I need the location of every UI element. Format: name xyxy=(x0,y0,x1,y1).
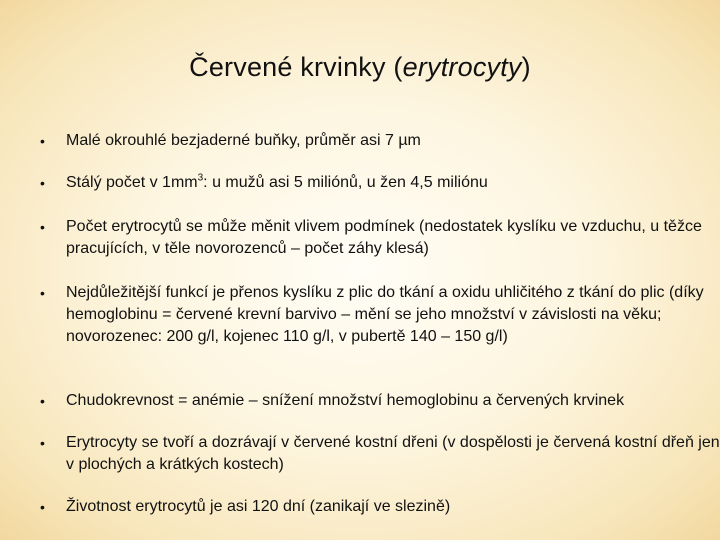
bullet-text-pre: Stálý počet v 1mm xyxy=(66,174,198,191)
bullet-item-7 xyxy=(38,496,720,518)
bullet-item-6 xyxy=(38,432,720,476)
bullet-dot: • xyxy=(40,175,45,191)
slide-title xyxy=(0,52,720,83)
bullet-text: Chudokrevnost = anémie – snížení množství hemoglobinu a červených krvinek xyxy=(66,392,625,409)
bullet-text: Erytrocyty se tvoří a dozrávají v červené kostní dřeni (v dospělosti je červená kostní dřeň jen v plochých a krátkých kostech) xyxy=(66,434,720,473)
bullet-text: Nejdůležitější funkcí je přenos kyslíku z plic do tkání a oxidu uhličitého z tkání do plic (díky hemoglobinu = červené krevní barvivo – mění se jeho množství v závislosti na věku; novorozenec: 200 g/l, kojenec 110 g/l, v pubertě 140 – 150 g/l) xyxy=(66,284,704,345)
bullet-item-2 xyxy=(38,172,488,194)
bullet-dot: • xyxy=(40,499,45,515)
bullet-text: Počet erytrocytů se může měnit vlivem podmínek (nedostatek kyslíku ve vzduchu, u těžce pracujících, v těle novorozenců – počet záhy klesá) xyxy=(66,218,702,257)
bullet-dot: • xyxy=(40,219,45,235)
bullet-dot: • xyxy=(40,393,45,409)
title-suffix: ) xyxy=(521,52,531,82)
bullet-item-5 xyxy=(38,390,720,412)
bullet-text: Životnost erytrocytů je asi 120 dní (zanikají ve slezině) xyxy=(66,498,451,515)
bullet-dot: • xyxy=(40,435,45,451)
bullet-text: Malé okrouhlé bezjaderné buňky, průměr asi 7 µm xyxy=(66,132,421,149)
bullet-item-1 xyxy=(38,130,421,152)
title-italic: erytrocyty xyxy=(402,52,522,82)
bullet-dot: • xyxy=(40,285,45,301)
bullet-text-post: : u mužů asi 5 miliónů, u žen 4,5 miliónu xyxy=(203,174,488,191)
title-prefix: Červené krvinky ( xyxy=(189,52,403,82)
bullet-item-3 xyxy=(38,216,706,260)
bullet-dot: • xyxy=(40,133,45,149)
bullet-item-4 xyxy=(38,282,720,348)
bullet-text-sup: 3 xyxy=(197,172,204,184)
